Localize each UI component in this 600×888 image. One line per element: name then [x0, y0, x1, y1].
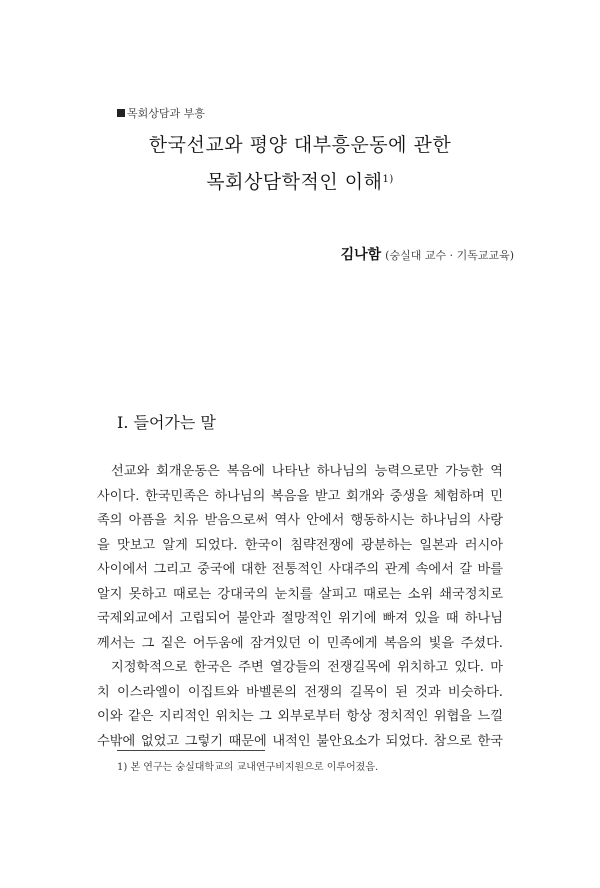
section-tag-text: 목회상담과 부흥 — [127, 107, 205, 120]
body-line: 사이에서 그리고 중국에 대한 전통적인 사대주의 관계 속에서 갈 바를 — [97, 562, 503, 577]
body-line: 지정학적으로 한국은 주변 열강들의 전쟁길목에 위치하고 있다. 마 — [111, 660, 503, 675]
body-line: 족의 아픔을 치유 받음으로써 역사 안에서 행동하시는 하나님의 사랑 — [97, 513, 503, 528]
title-line-2 — [60, 167, 540, 194]
body-line: 치 이스라엘이 이집트와 바벨론의 전쟁의 길목이 된 것과 비슷하다. — [97, 684, 503, 700]
body-line: 께서는 그 짙은 어두움에 잠겨있던 이 민족에게 복음의 빛을 주셨다. — [97, 635, 503, 651]
title-line-2-text: 목회상담학적인 이해 — [206, 171, 383, 193]
title-footnote-mark[interactable]: 1) — [382, 174, 394, 185]
section-tag — [117, 105, 205, 121]
author-block — [341, 244, 514, 264]
body-line: 이와 같은 지리적인 위치는 그 외부로부터 항상 정치적인 위협을 느낄 — [97, 709, 503, 724]
author-affiliation: (숭실대 교수 · 기독교교육) — [385, 249, 514, 262]
body-line: 선교와 회개운동은 복음에 나타난 하나님의 능력으로만 가능한 역 — [111, 464, 503, 479]
square-bullet-icon — [117, 109, 125, 117]
author-name: 김나함 — [340, 247, 382, 263]
footnote-divider — [117, 750, 265, 751]
body-line: 수밖에 없었고 그렇기 때문에 내적인 불안요소가 되었다. 참으로 한국 — [97, 733, 503, 749]
footnote: 1) 본 연구는 숭실대학교의 교내연구비지원으로 이루어졌음. — [117, 762, 379, 773]
body-line: 국제외교에서 고립되어 불안과 절망적인 위기에 빠져 있을 때 하나님 — [97, 611, 503, 626]
section-heading: I. 들어가는 말 — [117, 413, 216, 432]
body-line: 알지 못하고 때로는 강대국의 눈치를 살피고 때로는 소위 쇄국정치로 — [97, 586, 503, 602]
body-text — [97, 460, 503, 754]
body-line: 사이다. 한국민족은 하나님의 복음을 받고 회개와 중생을 체험하며 민 — [97, 488, 503, 504]
body-line: 을 맛보고 알게 되었다. 한국이 침략전쟁에 광분하는 일본과 러시아 — [97, 537, 503, 553]
title-line-1: 한국선교와 평양 대부흥운동에 관한 — [148, 134, 452, 156]
